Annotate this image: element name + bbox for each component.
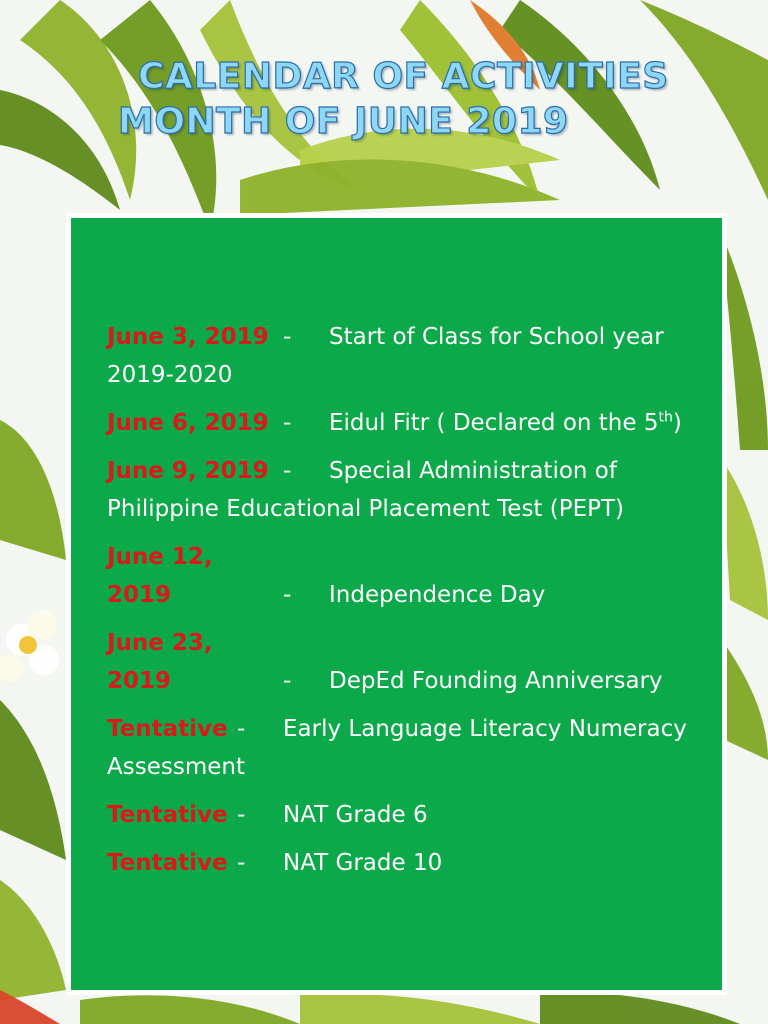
event-description: Early Language Literacy Numeracy Assessment [107,716,687,780]
event-item [107,710,727,786]
calendar-panel [66,213,727,995]
event-separator: - [283,582,292,608]
event-description: Special Administration of Philippine Educational Placement Test (PEPT) [107,458,625,522]
event-separator: - [237,716,246,742]
event-list [107,318,727,892]
event-description-text: Eidul Fitr ( Declared on the 5 [329,410,659,436]
event-item [107,796,727,834]
event-date: June 23, 2019 [107,630,213,694]
event-description: Start of Class for School year 2019-2020 [107,324,664,388]
event-separator: - [283,324,292,350]
event-description: NAT Grade 10 [283,850,443,876]
event-date: Tentative [107,802,228,828]
title-line-1: CALENDAR OF ACTIVITIES [138,56,669,97]
event-separator: - [283,668,292,694]
event-description-end: ) [672,410,682,436]
event-item [107,452,727,528]
event-item [107,404,727,442]
event-description: Independence Day [329,582,546,608]
event-date: June 3, 2019 [107,324,269,350]
event-item [107,318,727,394]
event-description [329,410,682,436]
event-item [107,844,727,882]
event-separator: - [237,850,246,876]
event-date: June 12, 2019 [107,544,213,608]
title-line-2: MONTH OF JUNE 2019 [118,101,569,142]
event-description: DepEd Founding Anniversary [329,668,663,694]
event-item [107,624,727,700]
event-separator: - [237,802,246,828]
event-date: Tentative [107,850,228,876]
event-description-superscript: th [658,409,673,426]
event-separator: - [283,458,292,484]
event-item [107,538,727,614]
event-separator: - [283,410,292,436]
event-date: June 9, 2019 [107,458,269,484]
event-description: NAT Grade 6 [283,802,428,828]
event-date: June 6, 2019 [107,410,269,436]
event-date: Tentative [107,716,228,742]
